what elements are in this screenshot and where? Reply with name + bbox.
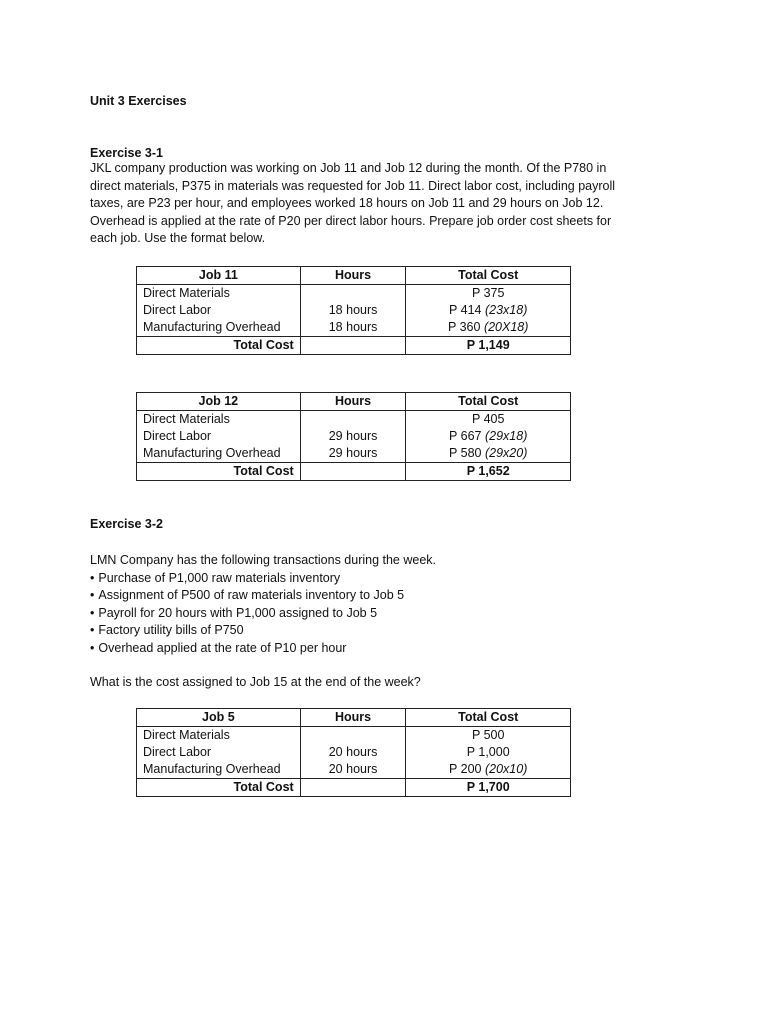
hours-header: Hours — [300, 267, 406, 285]
table-row — [137, 445, 571, 463]
cost-item-label: Direct Labor — [137, 744, 301, 761]
total-label: Total Cost — [137, 337, 301, 355]
cost-cell — [406, 761, 571, 779]
cost-value: P 500 — [471, 728, 505, 742]
total-row — [137, 337, 571, 355]
cost-value: P 200 — [449, 762, 482, 776]
hours-cell: 29 hours — [300, 445, 406, 463]
cost-value: P 667 — [449, 429, 482, 443]
cost-item-label: Direct Labor — [137, 428, 301, 445]
cost-value: P 360 — [448, 320, 481, 334]
hours-cell — [300, 337, 406, 355]
cost-value: P 1,000 — [466, 745, 510, 759]
total-value: P 1,700 — [406, 779, 571, 797]
table-row — [137, 744, 571, 761]
cost-cell — [406, 727, 571, 745]
total-cost-header: Total Cost — [406, 709, 571, 727]
exercise-paragraph: JKL company production was working on Job 11 and Job 12 during the month. Of the P780 in direct materials, P375 in materials was requested for Job 11. Direct labor cost, including payroll taxes, are P23 per hour, and employees worked 18 hours on Job 11 and 29 hours on Job 12. Overhead is applied at the rate of P20 per direct labor hours. Prepare job order cost sheets for each job. Use the format below. — [90, 161, 616, 245]
exercise-heading: Exercise 3-2 — [90, 517, 163, 531]
cost-cell — [406, 428, 571, 445]
table-row — [137, 285, 571, 303]
cost-value: P 414 — [449, 303, 482, 317]
table-row — [137, 302, 571, 319]
total-cost-header: Total Cost — [406, 267, 571, 285]
total-value: P 1,652 — [406, 463, 571, 481]
hours-cell — [300, 285, 406, 303]
job-cost-table-job-11 — [136, 266, 571, 355]
table-row — [137, 319, 571, 337]
table-row — [137, 761, 571, 779]
page-title: Unit 3 Exercises — [90, 94, 187, 108]
job-header: Job 5 — [137, 709, 301, 727]
hours-cell: 18 hours — [300, 302, 406, 319]
job-header: Job 12 — [137, 393, 301, 411]
hours-cell — [300, 727, 406, 745]
cost-item-label: Manufacturing Overhead — [137, 319, 301, 337]
total-label: Total Cost — [137, 463, 301, 481]
cost-value: P 580 — [449, 446, 482, 460]
exercise-3-2-transactions — [90, 552, 630, 657]
exercise-question: What is the cost assigned to Job 15 at the end of the week? — [90, 675, 421, 689]
hours-cell — [300, 779, 406, 797]
total-row — [137, 779, 571, 797]
cost-formula: (20x10) — [484, 762, 528, 776]
cost-cell — [406, 302, 571, 319]
cost-cell — [406, 445, 571, 463]
hours-cell: 18 hours — [300, 319, 406, 337]
job-cost-table-job-12 — [136, 392, 571, 481]
table-row — [137, 727, 571, 745]
cost-item-label: Direct Materials — [137, 727, 301, 745]
cost-item-label: Direct Materials — [137, 411, 301, 429]
hours-cell — [300, 411, 406, 429]
total-cost-header: Total Cost — [406, 393, 571, 411]
cost-formula: (20X18) — [483, 320, 529, 334]
total-row — [137, 463, 571, 481]
table-row — [137, 428, 571, 445]
list-item: • Overhead applied at the rate of P10 per hour — [90, 640, 630, 658]
hours-cell: 20 hours — [300, 744, 406, 761]
cost-item-label: Direct Materials — [137, 285, 301, 303]
cost-cell — [406, 285, 571, 303]
exercise-heading: Exercise 3-1 — [90, 146, 163, 160]
list-item: • Purchase of P1,000 raw materials inventory — [90, 570, 630, 588]
exercise-intro: LMN Company has the following transactions during the week. — [90, 553, 437, 567]
hours-cell: 20 hours — [300, 761, 406, 779]
cost-item-label: Manufacturing Overhead — [137, 761, 301, 779]
cost-formula: (23x18) — [484, 303, 528, 317]
hours-cell: 29 hours — [300, 428, 406, 445]
table-header-row — [137, 393, 571, 411]
cost-item-label: Manufacturing Overhead — [137, 445, 301, 463]
cost-cell — [406, 411, 571, 429]
exercise-3-1 — [90, 146, 630, 248]
table-row — [137, 411, 571, 429]
cost-item-label: Direct Labor — [137, 302, 301, 319]
table-header-row — [137, 709, 571, 727]
list-item: • Assignment of P500 of raw materials inventory to Job 5 — [90, 587, 630, 605]
list-item: • Factory utility bills of P750 — [90, 622, 630, 640]
table-header-row — [137, 267, 571, 285]
total-label: Total Cost — [137, 779, 301, 797]
job-cost-table-job-5 — [136, 708, 571, 797]
total-value: P 1,149 — [406, 337, 571, 355]
transaction-list — [90, 570, 630, 658]
cost-cell — [406, 744, 571, 761]
cost-formula: (29x18) — [484, 429, 528, 443]
list-item: • Payroll for 20 hours with P1,000 assigned to Job 5 — [90, 605, 630, 623]
cost-value: P 375 — [471, 286, 505, 300]
cost-formula: (29x20) — [484, 446, 528, 460]
hours-header: Hours — [300, 393, 406, 411]
job-header: Job 11 — [137, 267, 301, 285]
hours-cell — [300, 463, 406, 481]
hours-header: Hours — [300, 709, 406, 727]
cost-cell — [406, 319, 571, 337]
cost-value: P 405 — [471, 412, 505, 426]
